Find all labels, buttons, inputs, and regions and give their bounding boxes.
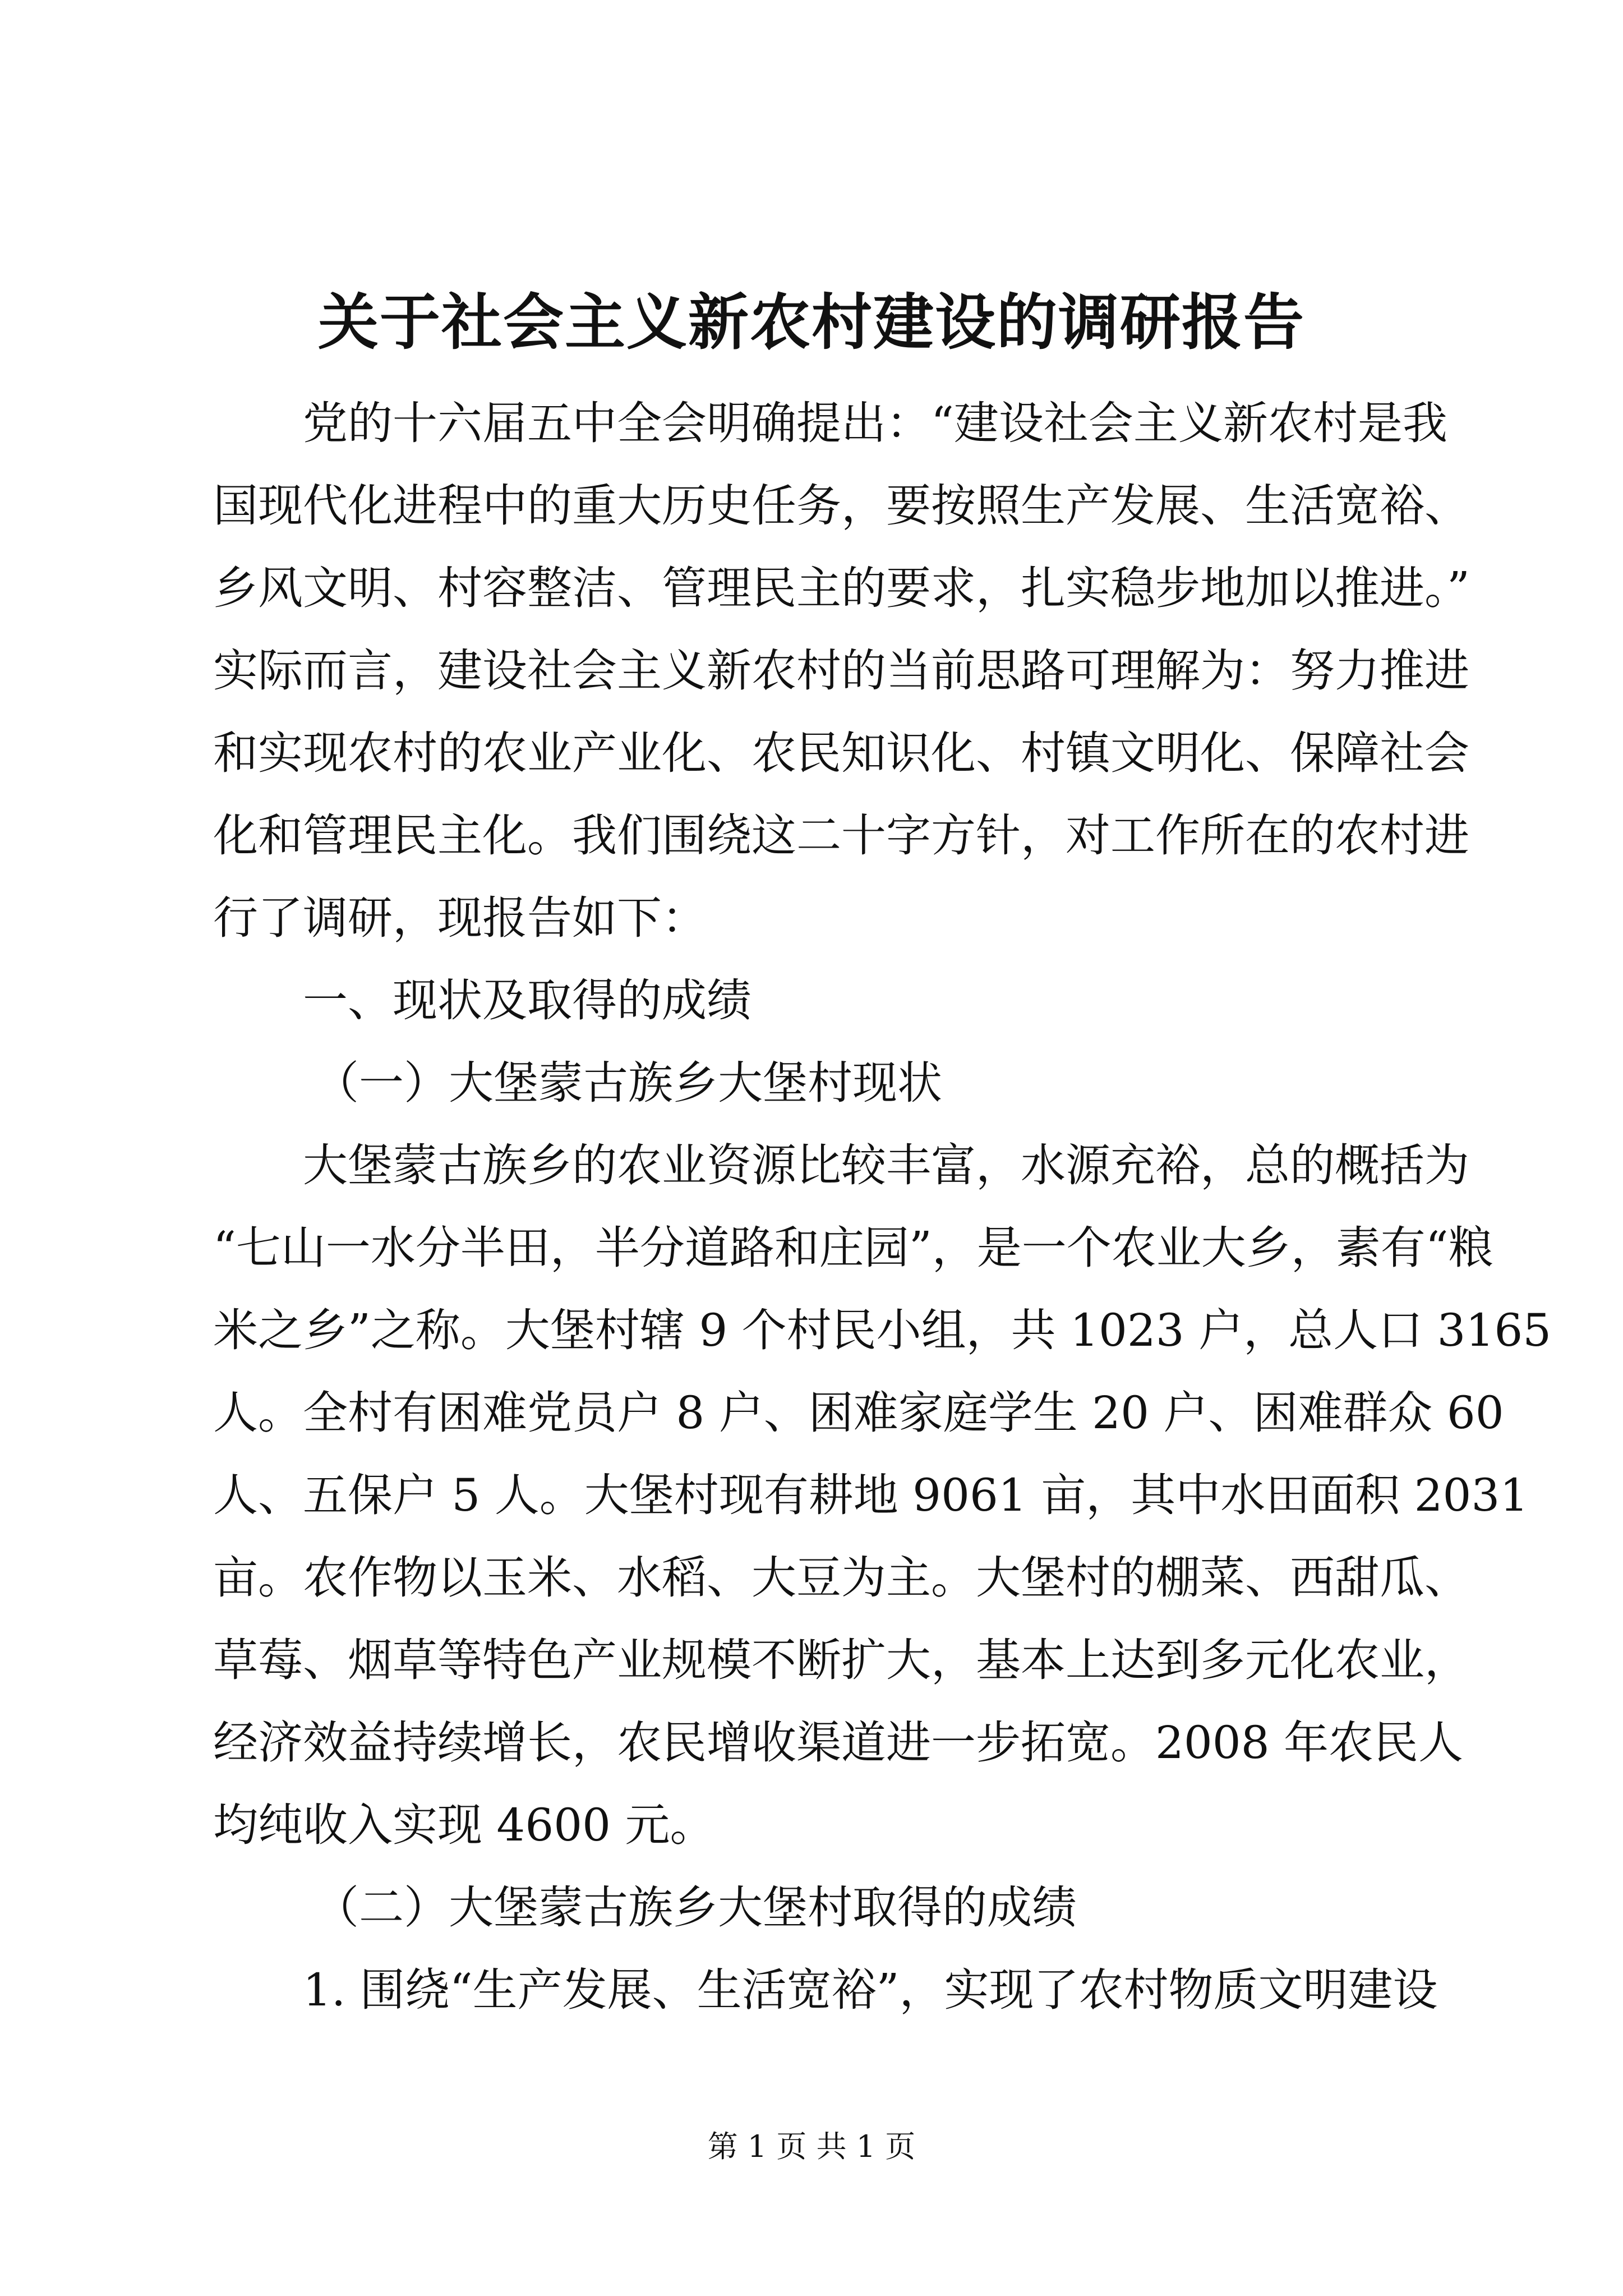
paragraph-line: 乡风文明、村容整洁、管理民主的要求，扎实稳步地加以推进。” — [213, 562, 1470, 614]
paragraph-line: 化和管理民主化。我们围绕这二十字方针，对工作所在的农村进 — [213, 809, 1469, 862]
paragraph-line: 党的十六届五中全会明确提出：“建设社会主义新农村是我 — [303, 397, 1447, 449]
paragraph-line: 均纯收入实现 4600 元。 — [213, 1799, 715, 1851]
paragraph-line: 国现代化进程中的重大历史任务，要按照生产发展、生活宽裕、 — [213, 480, 1469, 532]
paragraph-line: 1. 围绕“生产发展、生活宽裕”，实现了农村物质文明建设 — [303, 1964, 1438, 2016]
paragraph-line: 亩。农作物以玉米、水稻、大豆为主。大堡村的棚菜、西甜瓜、 — [213, 1552, 1469, 1604]
paragraph-line: 草莓、烟草等特色产业规模不断扩大，基本上达到多元化农业， — [213, 1634, 1469, 1686]
paragraph-line: 大堡蒙古族乡的农业资源比较丰富，水源充裕，总的概括为 — [303, 1139, 1469, 1191]
paragraph-line: 和实现农村的农业产业化、农民知识化、村镇文明化、保障社会 — [213, 727, 1469, 779]
document-title: 关于社会主义新农村建设的调研报告 — [317, 287, 1305, 358]
paragraph-line: “七山一水分半田，半分道路和庄园”，是一个农业大乡，素有“粮 — [213, 1222, 1493, 1274]
paragraph-line: 经济效益持续增长，农民增收渠道进一步拓宽。2008 年农民人 — [213, 1717, 1464, 1769]
paragraph-line: 实际而言，建设社会主义新农村的当前思路可理解为：努力推进 — [213, 645, 1469, 697]
paragraph-line: 人。全村有困难党员户 8 户、困难家庭学生 20 户、困难群众 60 — [213, 1387, 1504, 1439]
page-footer: 第 1 页 共 1 页 — [707, 2129, 916, 2164]
paragraph-line: 人、五保户 5 人。大堡村现有耕地 9061 亩，其中水田面积 2031 — [213, 1469, 1529, 1521]
subsection-heading: （二）大堡蒙古族乡大堡村取得的成绩 — [314, 1881, 1077, 1934]
subsection-heading: （一）大堡蒙古族乡大堡村现状 — [314, 1057, 942, 1109]
paragraph-line: 米之乡”之称。大堡村辖 9 个村民小组，共 1023 户，总人口 3165 — [213, 1304, 1552, 1356]
section-heading: 一、现状及取得的成绩 — [303, 974, 751, 1027]
paragraph-line: 行了调研，现报告如下： — [213, 892, 707, 944]
